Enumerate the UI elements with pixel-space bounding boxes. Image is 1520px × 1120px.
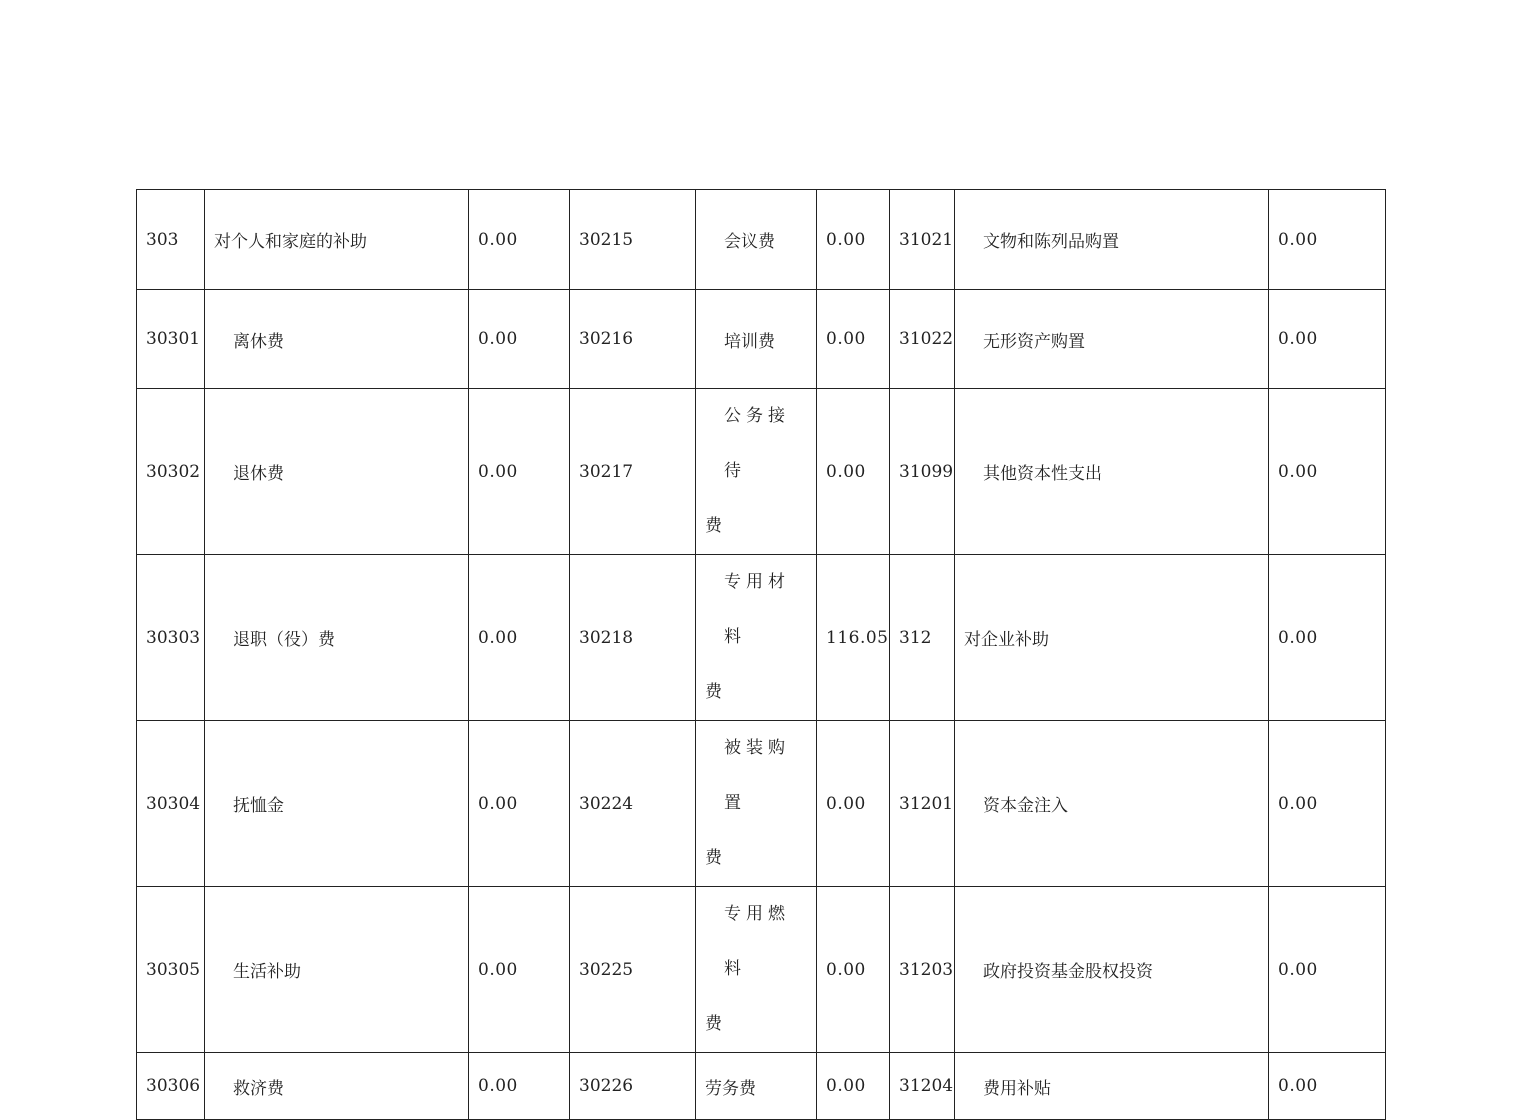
amount-cell: 0.00	[469, 721, 570, 887]
category-name-cell	[696, 389, 817, 555]
table-row	[137, 389, 1386, 555]
amount-cell: 0.00	[817, 389, 890, 555]
code-cell: 30217	[570, 389, 696, 555]
table-row	[137, 290, 1386, 389]
category-name-cell: 退职（役）费	[205, 555, 469, 721]
category-name-cell: 劳务费	[696, 1053, 817, 1120]
code-cell: 31022	[890, 290, 955, 389]
code-cell: 30301	[137, 290, 205, 389]
code-cell: 312	[890, 555, 955, 721]
code-cell: 31099	[890, 389, 955, 555]
code-cell: 30304	[137, 721, 205, 887]
amount-cell: 0.00	[817, 887, 890, 1053]
category-name-cell: 对个人和家庭的补助	[205, 190, 469, 290]
name-line-1: 专用材料	[724, 572, 790, 647]
code-cell: 30215	[570, 190, 696, 290]
category-name-cell: 会议费	[696, 190, 817, 290]
amount-cell: 0.00	[1269, 721, 1386, 887]
category-name-cell: 抚恤金	[205, 721, 469, 887]
code-cell: 30226	[570, 1053, 696, 1120]
code-cell: 30306	[137, 1053, 205, 1120]
category-name-cell: 文物和陈列品购置	[955, 190, 1269, 290]
amount-cell: 0.00	[1269, 887, 1386, 1053]
amount-cell: 0.00	[817, 721, 890, 887]
category-name-cell: 生活补助	[205, 887, 469, 1053]
category-name-cell: 救济费	[205, 1053, 469, 1120]
code-cell: 30224	[570, 721, 696, 887]
amount-cell: 0.00	[817, 190, 890, 290]
category-name-cell: 其他资本性支出	[955, 389, 1269, 555]
table-row	[137, 887, 1386, 1053]
category-name-cell	[696, 721, 817, 887]
amount-cell: 0.00	[469, 887, 570, 1053]
category-name-cell: 对企业补助	[955, 555, 1269, 721]
category-name-cell	[696, 555, 817, 721]
category-name-cell: 无形资产购置	[955, 290, 1269, 389]
name-line-1: 公务接待	[724, 406, 790, 481]
name-line-2: 费	[705, 1014, 722, 1034]
code-cell: 30216	[570, 290, 696, 389]
category-name-cell: 培训费	[696, 290, 817, 389]
amount-cell: 0.00	[1269, 555, 1386, 721]
code-cell: 31203	[890, 887, 955, 1053]
table-row	[137, 555, 1386, 721]
code-cell: 30303	[137, 555, 205, 721]
table-row	[137, 1053, 1386, 1120]
code-cell: 31201	[890, 721, 955, 887]
category-name-cell	[696, 887, 817, 1053]
name-line-1: 被装购置	[724, 738, 790, 813]
category-name-cell: 离休费	[205, 290, 469, 389]
code-cell: 30302	[137, 389, 205, 555]
amount-cell: 0.00	[1269, 190, 1386, 290]
code-cell: 30225	[570, 887, 696, 1053]
name-line-2: 费	[705, 682, 722, 702]
name-line-2: 费	[705, 516, 722, 536]
amount-cell: 0.00	[469, 290, 570, 389]
name-line-1: 专用燃料	[724, 904, 790, 979]
amount-cell: 0.00	[1269, 290, 1386, 389]
table-row	[137, 721, 1386, 887]
code-cell: 30218	[570, 555, 696, 721]
amount-cell: 0.00	[469, 190, 570, 290]
code-cell: 31021	[890, 190, 955, 290]
amount-cell: 116.05	[817, 555, 890, 721]
amount-cell: 0.00	[469, 555, 570, 721]
budget-expenditure-table	[136, 189, 1386, 1120]
amount-cell: 0.00	[1269, 389, 1386, 555]
code-cell: 303	[137, 190, 205, 290]
table-row	[137, 190, 1386, 290]
amount-cell: 0.00	[817, 1053, 890, 1120]
code-cell: 30305	[137, 887, 205, 1053]
amount-cell: 0.00	[469, 1053, 570, 1120]
name-line-2: 费	[705, 848, 722, 868]
category-name-cell: 政府投资基金股权投资	[955, 887, 1269, 1053]
amount-cell: 0.00	[1269, 1053, 1386, 1120]
category-name-cell: 资本金注入	[955, 721, 1269, 887]
code-cell: 31204	[890, 1053, 955, 1120]
category-name-cell: 费用补贴	[955, 1053, 1269, 1120]
category-name-cell: 退休费	[205, 389, 469, 555]
amount-cell: 0.00	[469, 389, 570, 555]
amount-cell: 0.00	[817, 290, 890, 389]
